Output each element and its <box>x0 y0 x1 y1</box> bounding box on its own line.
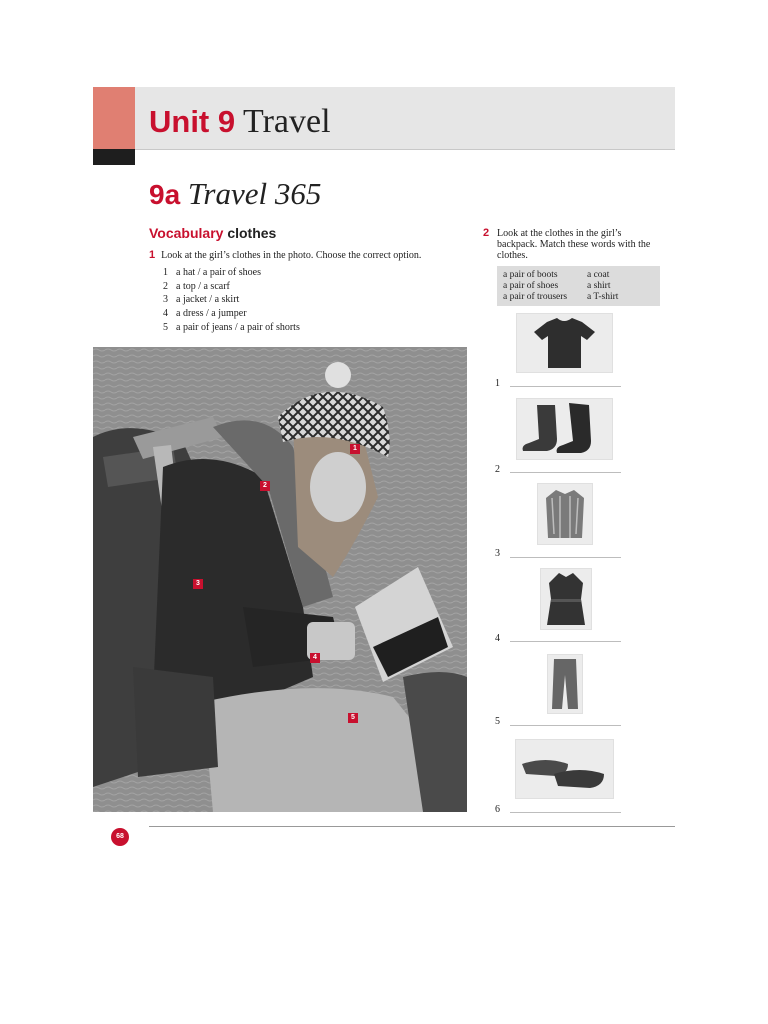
option-text: a jacket / a skirt <box>176 294 240 306</box>
photo-marker-3: 3 <box>193 579 203 589</box>
unit-dark-swatch <box>93 149 135 165</box>
word-item: a pair of boots <box>503 270 558 280</box>
photo-marker-2: 2 <box>260 481 270 491</box>
exercise-1-text: Look at the girl’s clothes in the photo. Choose the correct option. <box>161 250 422 261</box>
option-number: 2 <box>163 280 168 292</box>
word-box <box>497 266 660 306</box>
boots-picture <box>516 398 613 460</box>
lesson-name: Travel 365 <box>187 176 322 211</box>
shoes-picture <box>515 739 614 799</box>
option-text: a top / a scarf <box>176 280 230 292</box>
option-text: a dress / a jumper <box>176 308 247 320</box>
unit-name: Travel <box>243 103 331 140</box>
vocabulary-label: Vocabulary <box>149 225 224 241</box>
lesson-title <box>149 176 321 212</box>
page-number: 68 <box>111 828 129 846</box>
unit-color-swatch <box>93 87 135 149</box>
answer-line[interactable] <box>510 812 621 813</box>
word-item: a pair of shoes <box>503 281 559 291</box>
option-number: 1 <box>163 267 168 278</box>
option-row <box>163 266 300 280</box>
vocabulary-heading <box>149 225 276 241</box>
girl-reading-map-photo <box>93 347 467 812</box>
answer-line[interactable] <box>510 641 621 642</box>
shirt-picture <box>537 483 593 545</box>
word-column-2 <box>587 270 618 303</box>
option-number: 4 <box>163 308 168 320</box>
footer-rule <box>149 826 675 827</box>
answer-number: 3 <box>495 548 500 559</box>
answer-number: 5 <box>495 716 500 727</box>
exercise-2-number: 2 <box>483 227 490 239</box>
option-number: 3 <box>163 294 168 306</box>
answer-number: 2 <box>495 464 500 475</box>
exercise-1-options <box>163 266 300 335</box>
option-text: a hat / a pair of shoes <box>176 267 261 278</box>
vocabulary-topic: clothes <box>227 225 277 241</box>
unit-title <box>149 102 331 142</box>
option-row <box>163 293 300 307</box>
option-row <box>163 321 300 335</box>
answer-number: 1 <box>495 378 500 389</box>
word-item: a shirt <box>587 281 611 291</box>
t-shirt-picture <box>516 313 613 373</box>
answer-line[interactable] <box>510 725 621 726</box>
photo-marker-1: 1 <box>350 444 360 454</box>
word-item: a coat <box>587 270 610 280</box>
option-row <box>163 280 300 294</box>
exercise-2-text: Look at the clothes in the girl’s backpack. Match these words with the clothes. <box>497 228 651 261</box>
answer-number: 4 <box>495 633 500 644</box>
option-number: 5 <box>163 321 168 333</box>
word-column-1 <box>503 270 567 303</box>
trousers-picture <box>547 654 583 714</box>
lesson-number: 9a <box>149 179 181 210</box>
answer-number: 6 <box>495 804 500 815</box>
exercise-1-instruction <box>149 249 421 261</box>
unit-number: Unit 9 <box>149 104 236 139</box>
answer-line[interactable] <box>510 386 621 387</box>
word-item: a pair of trousers <box>503 292 568 302</box>
answer-line[interactable] <box>510 472 621 473</box>
word-item: a T-shirt <box>587 292 619 302</box>
option-row <box>163 307 300 321</box>
coat-picture <box>540 568 592 630</box>
answer-line[interactable] <box>510 557 621 558</box>
photo-marker-4: 4 <box>310 653 320 663</box>
exercise-2-instruction <box>483 228 653 261</box>
photo-marker-5: 5 <box>348 713 358 723</box>
option-text: a pair of jeans / a pair of shorts <box>176 321 300 333</box>
exercise-1-number: 1 <box>149 249 156 261</box>
